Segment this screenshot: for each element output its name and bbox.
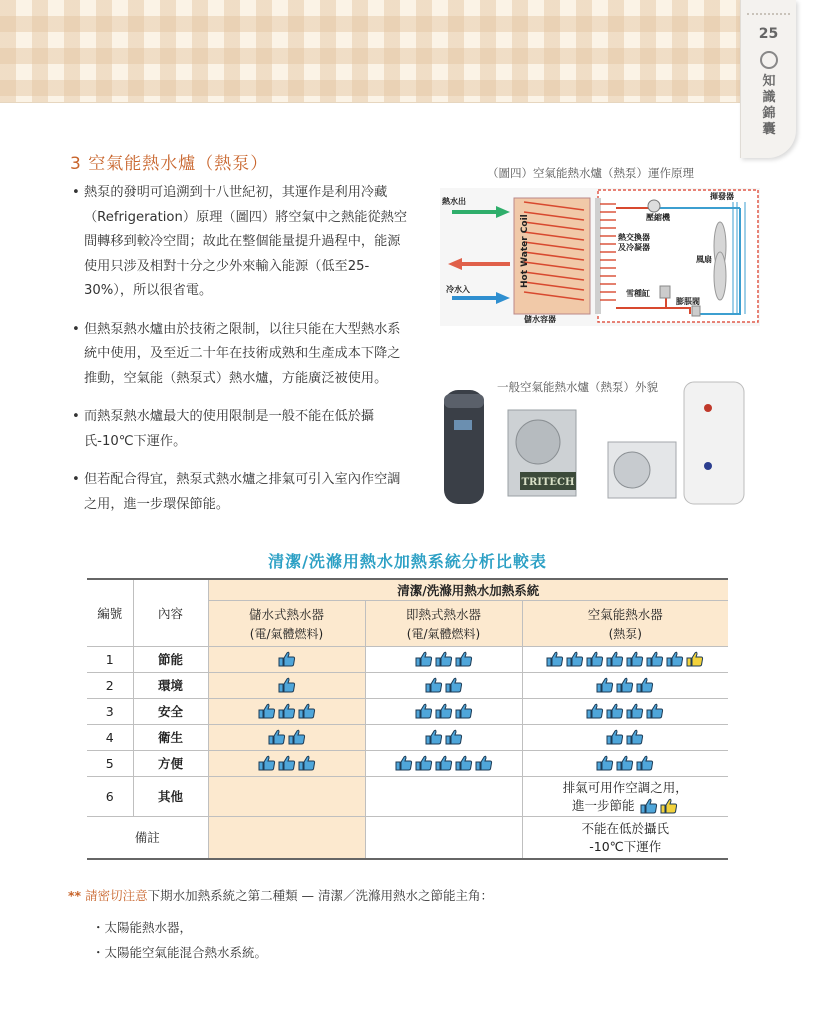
tank-valve-icon bbox=[704, 404, 712, 412]
bullet-item: • 熱泵的發明可追溯到十八世紀初，其運作是利用冷藏（Refrigeration）原理（圖四）將空氣中之熱能從熱空間轉移到較冷空間；故此在整個能量提升過程中，能源使用只涉及相對十分之少外來輸入能源（低至25-30%），所以很省電。 bbox=[72, 181, 412, 304]
system-header: 儲水式熱水器 (電/氣體燃料) bbox=[208, 600, 365, 646]
group-header: 清潔/洗滌用熱水加熱系統 bbox=[208, 579, 728, 600]
thumbs-up-icon bbox=[435, 755, 453, 771]
rating-cell bbox=[208, 724, 365, 750]
table-row bbox=[87, 750, 728, 776]
thumb-group bbox=[424, 677, 464, 692]
row-label: 安全 bbox=[133, 698, 208, 724]
bullet-list bbox=[72, 181, 412, 531]
rating-cell bbox=[208, 646, 365, 672]
rating-cell bbox=[522, 750, 728, 776]
bullet-item: • 但若配合得宜，熱泵式熱水爐之排氣可引入室內作空調之用，進一步環保節能。 bbox=[72, 468, 412, 517]
thumbs-up-icon bbox=[435, 703, 453, 719]
section-title: 3 空氣能熱水爐（熱泵） bbox=[70, 154, 269, 174]
thumbs-up-icon bbox=[268, 729, 286, 745]
table-row bbox=[87, 672, 728, 698]
tab-stitch bbox=[747, 13, 790, 15]
exchanger-pipe bbox=[595, 198, 601, 314]
expansion-valve bbox=[692, 306, 700, 316]
thumb-group bbox=[277, 651, 297, 666]
exchanger-label-1: 熱交換器 bbox=[618, 233, 650, 242]
note-item: ・太陽能空氣能混合熱水系統。 bbox=[92, 945, 268, 960]
thumbs-up-icon bbox=[415, 703, 433, 719]
thumbs-up-icon bbox=[646, 703, 664, 719]
thumbs-up-icon bbox=[455, 755, 473, 771]
thumbs-up-icon bbox=[596, 755, 614, 771]
thumb-group bbox=[639, 798, 679, 813]
thumb-group bbox=[257, 703, 317, 718]
thumbs-up-icon bbox=[566, 651, 584, 667]
table-row bbox=[87, 698, 728, 724]
row-label: 環境 bbox=[133, 672, 208, 698]
thumbs-up-icon bbox=[640, 798, 658, 814]
rating-cell bbox=[522, 646, 728, 672]
rating-rows bbox=[87, 646, 728, 776]
remark-label: 備註 bbox=[87, 816, 208, 859]
note-list bbox=[92, 915, 267, 965]
rating-cell bbox=[522, 698, 728, 724]
rating-cell bbox=[208, 672, 365, 698]
other-line-1: 排氣可用作空調之用， bbox=[562, 779, 688, 795]
thumbs-up-icon bbox=[636, 677, 654, 693]
table-row bbox=[87, 776, 728, 816]
row-number: 1 bbox=[87, 646, 133, 672]
thumb-group bbox=[605, 729, 645, 744]
row-number: 3 bbox=[87, 698, 133, 724]
note-stars: ** bbox=[68, 888, 82, 903]
rating-cell bbox=[208, 698, 365, 724]
fan-blade-bottom bbox=[714, 252, 726, 300]
row-number: 2 bbox=[87, 672, 133, 698]
remark-cell bbox=[208, 816, 365, 859]
note-item: ・太陽能熱水器， bbox=[92, 920, 193, 935]
thumb-group bbox=[267, 729, 307, 744]
row-label: 衛生 bbox=[133, 724, 208, 750]
header-content: 內容 bbox=[133, 579, 208, 646]
thumbs-up-icon bbox=[415, 651, 433, 667]
thumbs-up-icon bbox=[278, 651, 296, 667]
thumbs-up-icon bbox=[415, 755, 433, 771]
page-number: 25 bbox=[758, 26, 779, 42]
footnote bbox=[68, 886, 493, 904]
thumbs-up-icon bbox=[298, 755, 316, 771]
remark-line-2: -10℃下運作 bbox=[589, 839, 662, 855]
bullet-item: • 而熱泵熱水爐最大的使用限制是一般不能在低於攝氏-10℃下運作。 bbox=[72, 405, 412, 454]
rating-cell bbox=[208, 750, 365, 776]
thumb-group bbox=[394, 755, 494, 770]
thumbs-up-icon bbox=[258, 703, 276, 719]
thumbs-up-icon bbox=[445, 729, 463, 745]
thumb-group bbox=[595, 755, 655, 770]
thumbs-up-icon bbox=[455, 703, 473, 719]
rating-cell bbox=[365, 750, 522, 776]
row-number: 4 bbox=[87, 724, 133, 750]
heat-pump-appliances-photo bbox=[440, 380, 760, 508]
thumbs-up-icon bbox=[278, 703, 296, 719]
thumbs-up-icon bbox=[455, 651, 473, 667]
rating-cell bbox=[365, 776, 522, 816]
thumbs-up-icon bbox=[626, 729, 644, 745]
thumbs-up-icon bbox=[596, 677, 614, 693]
row-label: 方便 bbox=[133, 750, 208, 776]
thumbs-up-icon bbox=[425, 677, 443, 693]
thumbs-up-icon bbox=[626, 703, 644, 719]
valve-label: 膨脹閥 bbox=[676, 297, 700, 306]
thumbs-up-icon bbox=[546, 651, 564, 667]
thumbs-up-icon bbox=[616, 755, 634, 771]
coil-label: Hot Water Coil bbox=[520, 214, 530, 288]
rating-cell bbox=[522, 672, 728, 698]
table-row bbox=[87, 646, 728, 672]
thumbs-up-icon bbox=[288, 729, 306, 745]
thumbs-up-icon bbox=[278, 755, 296, 771]
thumbs-up-icon bbox=[586, 703, 604, 719]
thumbs-up-icon bbox=[435, 651, 453, 667]
note-highlight: 請密切注意 bbox=[85, 888, 148, 903]
thumb-group bbox=[277, 677, 297, 692]
fan-label: 風扇 bbox=[696, 255, 712, 264]
thumb-group bbox=[414, 651, 474, 666]
compressor-icon bbox=[648, 200, 660, 212]
thumbs-up-icon bbox=[278, 677, 296, 693]
row-label: 其他 bbox=[133, 776, 208, 816]
table-row bbox=[87, 816, 728, 859]
thumbs-up-icon bbox=[475, 755, 493, 771]
other-cell bbox=[522, 776, 728, 816]
brand-label: TRITECH bbox=[521, 477, 575, 488]
system-header: 空氣能熱水器 (熱泵) bbox=[522, 600, 728, 646]
thumbs-up-icon bbox=[606, 729, 624, 745]
thumb-group bbox=[585, 703, 665, 718]
thumbs-up-icon bbox=[666, 651, 684, 667]
system-header: 即熱式熱水器 (電/氣體燃料) bbox=[365, 600, 522, 646]
thumbs-up-icon bbox=[616, 677, 634, 693]
thumb-group bbox=[595, 677, 655, 692]
comparison-table bbox=[87, 578, 728, 860]
rating-cell bbox=[208, 776, 365, 816]
page-tab bbox=[740, 0, 796, 158]
thumbs-up-icon bbox=[636, 755, 654, 771]
row-label: 節能 bbox=[133, 646, 208, 672]
tank-label: 儲水容器 bbox=[524, 315, 556, 324]
fan-grille-icon bbox=[516, 420, 560, 464]
bullet-item: • 但熱泵熱水爐由於技術之限制，以往只能在大型熱水系統中使用，及至近二十年在技術成熟和生產成本下降之推動，空氣能（熱泵式）熱水爐，方能廣泛被使用。 bbox=[72, 318, 412, 392]
thumb-group bbox=[545, 651, 705, 666]
rating-cell bbox=[522, 724, 728, 750]
thumbs-up-icon bbox=[425, 729, 443, 745]
note-text: 下期水加熱系統之第二種類 — 清潔／洗滌用熱水之節能主角： bbox=[147, 888, 494, 903]
thumb-group bbox=[257, 755, 317, 770]
cold-water-in-label: 冷水入 bbox=[446, 285, 470, 294]
header-no: 編號 bbox=[87, 579, 133, 646]
thumbs-up-icon bbox=[606, 651, 624, 667]
thumbs-up-icon bbox=[626, 651, 644, 667]
thumbs-up-half-icon bbox=[660, 798, 678, 814]
thumb-group bbox=[414, 703, 474, 718]
ring-icon bbox=[760, 51, 778, 69]
appearance-caption: 一般空氣能熱水爐（熱泵）外貌 bbox=[497, 380, 658, 394]
control-display bbox=[454, 420, 472, 430]
rating-cell bbox=[365, 646, 522, 672]
table-row bbox=[87, 724, 728, 750]
thumbs-up-icon bbox=[586, 651, 604, 667]
remark-cell bbox=[522, 816, 728, 859]
heat-pump-diagram bbox=[440, 188, 760, 326]
small-fan-grille-icon bbox=[614, 452, 650, 488]
thumbs-up-icon bbox=[298, 703, 316, 719]
thumbs-up-icon bbox=[606, 703, 624, 719]
rating-cell bbox=[365, 698, 522, 724]
remark-line-1: 不能在低於攝氏 bbox=[581, 821, 669, 837]
exchanger-label-2: 及冷凝器 bbox=[618, 243, 650, 252]
other-line-2: 進一步節能 bbox=[526, 796, 726, 815]
figure4-caption: （圖四）空氣能熱水爐（熱泵）運作原理 bbox=[487, 166, 694, 180]
thumbs-up-icon bbox=[258, 755, 276, 771]
refrigerant-drum bbox=[660, 286, 670, 298]
thumbs-up-icon bbox=[395, 755, 413, 771]
gingham-header-band bbox=[0, 0, 740, 103]
compressor-label: 壓縮機 bbox=[646, 213, 670, 222]
table-title: 清潔/洗滌用熱水加熱系統分析比較表 bbox=[268, 552, 547, 571]
row-number: 6 bbox=[87, 776, 133, 816]
tank-valve-icon bbox=[704, 462, 712, 470]
rating-cell bbox=[365, 724, 522, 750]
row-number: 5 bbox=[87, 750, 133, 776]
storage-tank bbox=[684, 382, 744, 504]
hot-water-out-label: 熱水出 bbox=[442, 197, 466, 206]
thumbs-up-icon bbox=[445, 677, 463, 693]
evaporator-label: 揮發器 bbox=[710, 192, 734, 201]
rating-cell bbox=[365, 672, 522, 698]
drum-label: 雪種缸 bbox=[626, 289, 650, 298]
thumbs-up-icon bbox=[646, 651, 664, 667]
tab-label: 知識錦囊 bbox=[762, 74, 776, 137]
remark-cell bbox=[365, 816, 522, 859]
thumbs-up-half-icon bbox=[686, 651, 704, 667]
thumb-group bbox=[424, 729, 464, 744]
